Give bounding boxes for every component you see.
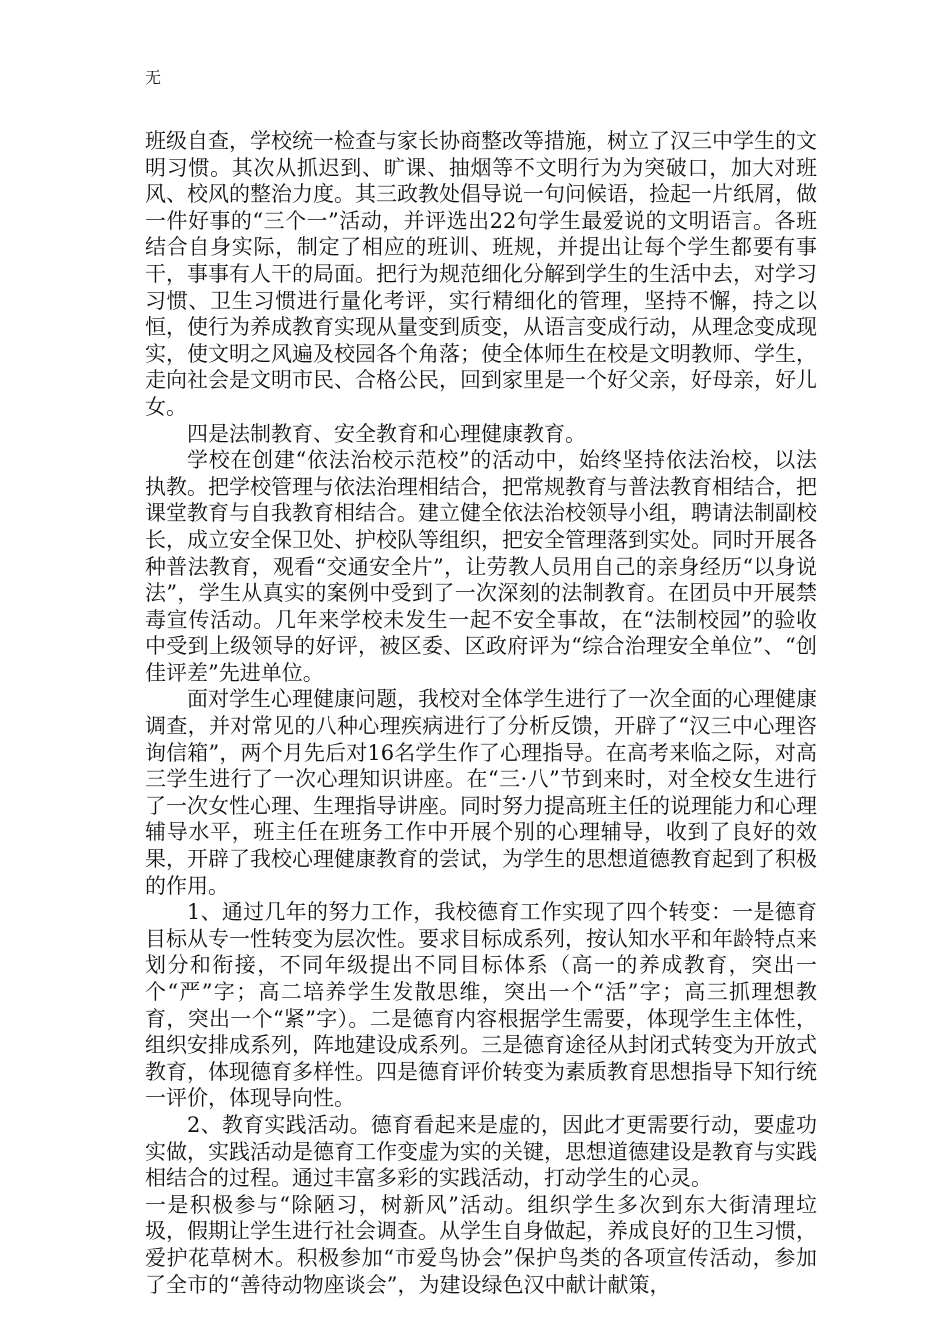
paragraph: 面对学生心理健康问题，我校对全体学生进行了一次全面的心理健康调查，并对常见的八种心理疾病进行了分析反馈，开辟了“汉三中心理咨询信箱”，两个月先后对16名学生作了心理指导。在高考来临之际，对高三学生进行了一次心理知识讲座。在“三·八”节到来时，对全校女生进行了一次女性心理、生理指导讲座。同时努力提高班主任的说理能力和心理辅导水平，班主任在班务工作中开展个别的心理辅导，收到了良好的效果，开辟了我校心理健康教育的尝试，为学生的思想道德教育起到了积极的作用。 — [145, 687, 817, 898]
document-body — [145, 128, 817, 1298]
paragraph: 2、教育实践活动。德育看起来是虚的，因此才更需要行动，要虚功实做，实践活动是德育工作变虚为实的关键，思想道德建设是教育与实践相结合的过程。通过丰富多彩的实践活动，打动学生的心灵。 — [145, 1112, 817, 1191]
page-header: 无 — [145, 68, 162, 87]
paragraph: 1、通过几年的努力工作，我校德育工作实现了四个转变：一是德育目标从专一性转变为层次性。要求目标成系列，按认知水平和年龄特点来划分和衔接，不同年级提出不同目标体系（高一的养成教育，突出一个“严”字；高二培养学生发散思维，突出一个“活”字；高三抓理想教育，突出一个“紧”字）。二是德育内容根据学生需要，体现学生主体性，组织安排成系列，阵地建设成系列。三是德育途径从封闭式转变为开放式教育，体现德育多样性。四是德育评价转变为素质教育思想指导下知行统一评价，体现导向性。 — [145, 900, 817, 1111]
paragraph: 班级自查，学校统一检查与家长协商整改等措施，树立了汉三中学生的文明习惯。其次从抓迟到、旷课、抽烟等不文明行为为突破口，加大对班风、校风的整治力度。其三政教处倡导说一句问候语，捡起一片纸屑，做一件好事的“三个一”活动，并评选出22句学生最爱说的文明语言。各班结合自身实际，制定了相应的班训、班规，并提出让每个学生都要有事干，事事有人干的局面。把行为规范细化分解到学生的生活中去，对学习习惯、卫生习惯进行量化考评，实行精细化的管理，坚持不懈，持之以恒，使行为养成教育实现从量变到质变，从语言变成行动，从理念变成现实，使文明之风遍及校园各个角落；使全体师生在校是文明教师、学生，走向社会是文明市民、合格公民，回到家里是一个好父亲，好母亲，好儿女。 — [145, 129, 817, 419]
section-heading: 四是法制教育、安全教育和心理健康教育。 — [187, 421, 586, 446]
paragraph: 一是积极参与“除陋习，树新风”活动。组织学生多次到东大街清理垃圾，假期让学生进行社会调查。从学生自身做起，养成良好的卫生习惯，爱护花草树木。积极参加“市爱鸟协会”保护鸟类的各项宣传活动，参加了全市的“善待动物座谈会”，为建设绿色汉中献计献策， — [145, 1192, 817, 1297]
paragraph: 学校在创建“依法治校示范校”的活动中，始终坚持依法治校，以法执教。把学校管理与依法治理相结合，把常规教育与普法教育相结合，把课堂教育与自我教育相结合。建立健全依法治校领导小组，聘请法制副校长，成立安全保卫处、护校队等组织，把安全管理落到实处。同时开展各种普法教育，观看“交通安全片”，让劳教人员用自己的亲身经历“以身说法”，学生从真实的案例中受到了一次深刻的法制教育。在团员中开展禁毒宣传活动。几年来学校未发生一起不安全事故，在“法制校园”的验收中受到上级领导的好评，被区委、区政府评为“综合治理安全单位”、“创佳评差”先进单位。 — [145, 448, 817, 685]
